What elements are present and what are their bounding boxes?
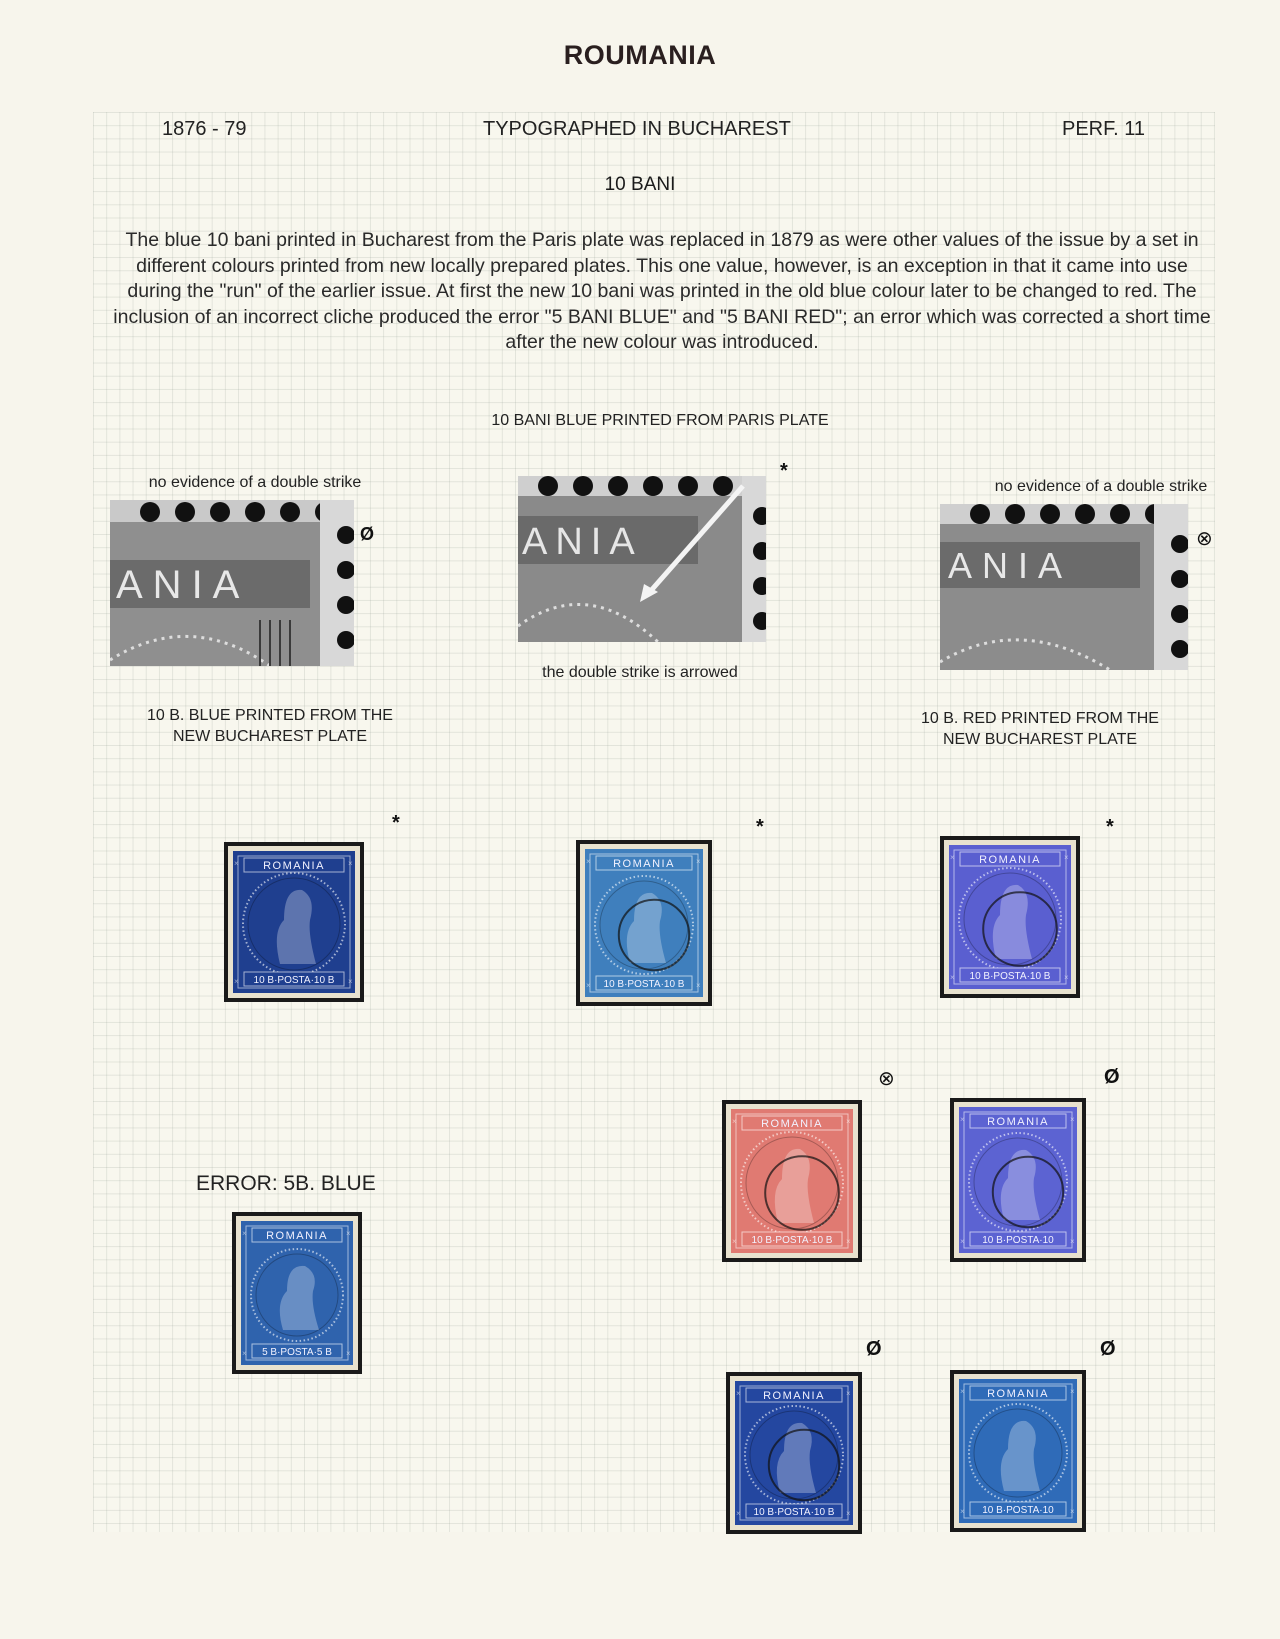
svg-text:×: × [346, 1349, 351, 1358]
stamp-top-text: ROMANIA [263, 860, 325, 872]
stamp-mark-s1: * [392, 812, 400, 834]
right-enlargement-photo [940, 504, 1188, 670]
svg-text:×: × [1070, 1387, 1075, 1396]
stamp-top-text: ROMANIA [987, 1116, 1049, 1128]
page-title: ROUMANIA [563, 40, 717, 70]
center-photo-mark: * [780, 460, 788, 482]
red-new-plate-heading [880, 708, 1200, 750]
stamp-mark-s7: Ø [866, 1338, 882, 1360]
stamp-top-text: ROMANIA [979, 854, 1041, 866]
svg-text:×: × [586, 857, 591, 866]
stamp-bottom-text: 10 B·POSTA·10 [982, 1505, 1054, 1516]
svg-text:×: × [960, 1115, 965, 1124]
svg-text:×: × [234, 859, 239, 868]
svg-text:×: × [242, 1349, 247, 1358]
stamp-mark-s5: Ø [1104, 1066, 1120, 1088]
svg-text:×: × [736, 1509, 741, 1518]
stamp-top-text: ROMANIA [987, 1388, 1049, 1400]
svg-text:×: × [1070, 1115, 1075, 1124]
stamp-s6 [232, 1212, 362, 1374]
stamp-top-text: ROMANIA [613, 858, 675, 870]
blue-heading-line1: 10 B. BLUE PRINTED FROM THE [147, 707, 393, 724]
perforation: PERF. 11 [1062, 118, 1145, 140]
svg-text:×: × [1070, 1507, 1075, 1516]
stamp-mark-s8: Ø [1100, 1338, 1116, 1360]
red-heading-line1: 10 B. RED PRINTED FROM THE [921, 710, 1159, 727]
svg-text:×: × [960, 1387, 965, 1396]
left-photo-caption: no evidence of a double strike [148, 474, 362, 491]
blue-new-plate-heading [110, 705, 430, 747]
photo-lettering: ANIA [116, 563, 250, 607]
printing-method: TYPOGRAPHED IN BUCHAREST [483, 118, 791, 140]
stamp-top-text: ROMANIA [266, 1230, 328, 1242]
left-enlargement-photo [110, 500, 354, 666]
value-heading: 10 BANI [604, 174, 676, 195]
right-photo-caption: no evidence of a double strike [994, 478, 1208, 495]
stamp-bottom-text: 10 B·POSTA·10 B [253, 975, 335, 986]
stamp-s4 [722, 1100, 862, 1262]
svg-text:×: × [846, 1509, 851, 1518]
svg-text:×: × [1070, 1237, 1075, 1246]
stamp-top-text: ROMANIA [761, 1118, 823, 1130]
stamp-mark-s4: ⊗ [878, 1068, 895, 1090]
stamp-bottom-text: 5 B·POSTA·5 B [262, 1347, 332, 1358]
stamp-s3 [940, 836, 1080, 998]
stamp-bottom-text: 10 B·POSTA·10 B [969, 971, 1051, 982]
svg-text:×: × [586, 981, 591, 990]
stamp-mark-s2: * [756, 816, 764, 838]
stamp-s1 [224, 842, 364, 1002]
stamp-s7 [726, 1372, 862, 1534]
issue-years: 1876 - 79 [162, 118, 247, 140]
svg-text:×: × [696, 981, 701, 990]
stamp-top-text: ROMANIA [763, 1390, 825, 1402]
svg-text:ANIA: ANIA [948, 545, 1073, 586]
svg-text:×: × [732, 1117, 737, 1126]
center-enlargement-photo [518, 476, 766, 642]
svg-text:×: × [960, 1237, 965, 1246]
svg-text:×: × [234, 977, 239, 986]
svg-text:×: × [348, 977, 353, 986]
blue-heading-line2: NEW BUCHAREST PLATE [172, 728, 368, 745]
error-label: ERROR: 5B. BLUE [196, 1172, 376, 1195]
right-photo-mark: ⊗ [1196, 528, 1213, 550]
stamp-s2 [576, 840, 712, 1006]
left-photo-mark: Ø [360, 524, 375, 544]
stamp-mark-s3: * [1106, 816, 1114, 838]
svg-text:×: × [846, 1389, 851, 1398]
svg-text:×: × [696, 857, 701, 866]
svg-text:×: × [348, 859, 353, 868]
svg-text:×: × [846, 1117, 851, 1126]
description-paragraph: The blue 10 bani printed in Bucharest from the Paris plate was replaced in 1879 as were other values of the issue by a set in different colours printed from new locally prepared plates. This one value, however, is an exception in that it came into use during the "run" of the earlier issue. At first the new 10 bani was printed in the old blue colour later to be changed to red. The inclusion of an incorrect cliche produced the error "5 BANI BLUE" and "5 BANI RED"; an error which was corrected a short time after the new colour was introduced. [113, 229, 1211, 353]
stamp-s5 [950, 1098, 1086, 1262]
paris-plate-heading: 10 BANI BLUE PRINTED FROM PARIS PLATE [491, 412, 829, 429]
svg-text:ANIA: ANIA [522, 521, 643, 563]
red-heading-line2: NEW BUCHAREST PLATE [942, 731, 1138, 748]
stamp-s8 [950, 1370, 1086, 1532]
stamp-bottom-text: 10 B·POSTA·10 B [751, 1235, 833, 1246]
svg-text:×: × [732, 1237, 737, 1246]
svg-text:×: × [346, 1229, 351, 1238]
svg-text:×: × [950, 973, 955, 982]
stamp-bottom-text: 10 B·POSTA·10 B [753, 1507, 835, 1518]
svg-text:×: × [1064, 973, 1069, 982]
svg-text:×: × [242, 1229, 247, 1238]
center-photo-caption: the double strike is arrowed [542, 664, 738, 681]
svg-text:×: × [950, 853, 955, 862]
svg-text:×: × [846, 1237, 851, 1246]
stamp-bottom-text: 10 B·POSTA·10 B [603, 979, 685, 990]
svg-text:×: × [960, 1507, 965, 1516]
svg-text:×: × [736, 1389, 741, 1398]
stamp-bottom-text: 10 B·POSTA·10 [982, 1235, 1054, 1246]
svg-text:×: × [1064, 853, 1069, 862]
